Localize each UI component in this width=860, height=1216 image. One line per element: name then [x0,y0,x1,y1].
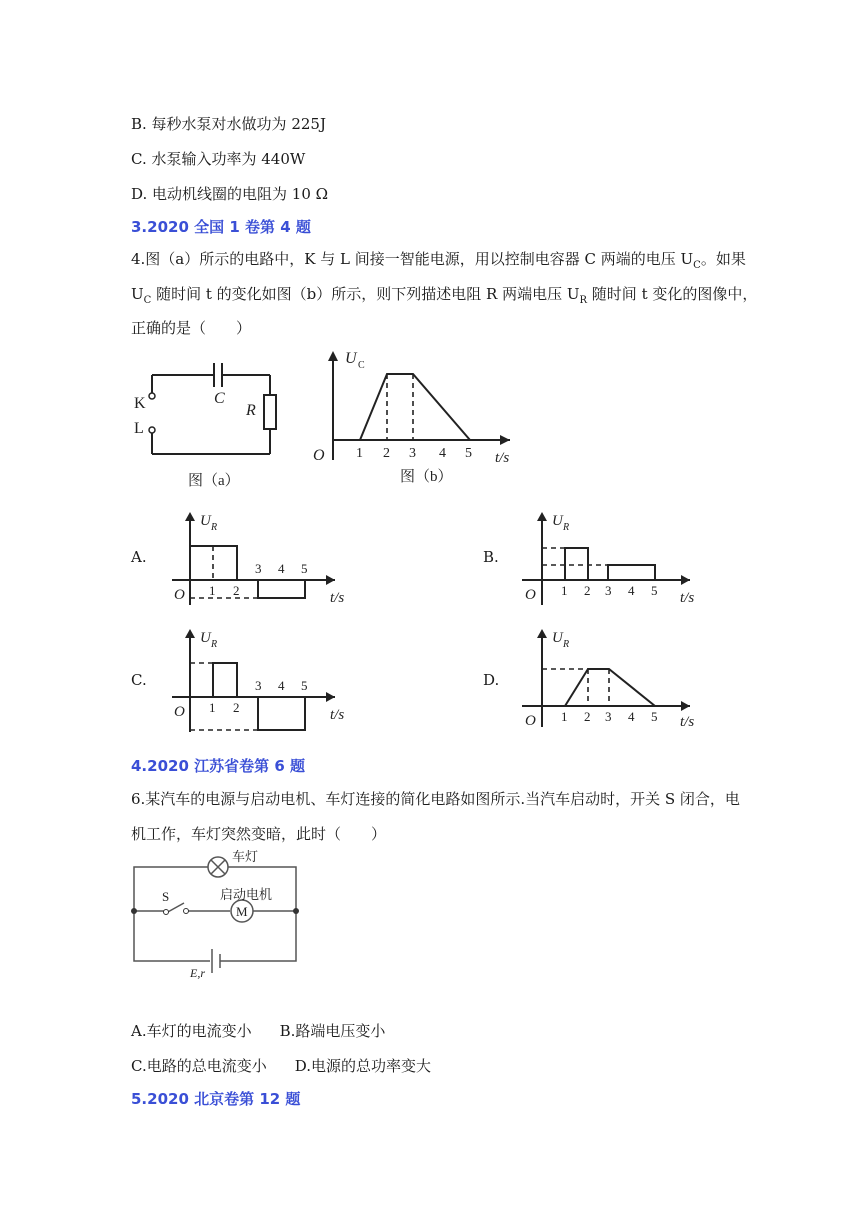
q6-line-2: 机工作，车灯突然变暗，此时（ ） [131,825,387,843]
q6-opt-b: B.路端电压变小 [279,1022,386,1040]
tick-1: 1 [356,446,363,461]
svg-text:3: 3 [255,678,262,693]
svg-text:t/s: t/s [330,590,345,606]
option-b-graph [510,505,710,615]
option-d-graph [510,622,710,732]
svg-text:t/s: t/s [680,590,695,606]
svg-text:R: R [563,639,570,650]
lamp-label: 车灯 [232,849,259,864]
svg-text:2: 2 [584,583,591,598]
figure-a-circuit [130,355,290,495]
option-c-graph [160,622,360,742]
figure-a-caption: 图（a） [188,473,240,489]
svg-text:R: R [563,522,570,533]
svg-text:2: 2 [584,709,591,724]
figure-b-graph [305,345,525,495]
section-header-5: 5.2020 北京卷第 12 题 [131,1090,301,1108]
svg-text:3: 3 [605,709,612,724]
q6-line-1: 6.某汽车的电源与启动电机、车灯连接的简化电路如图所示.当汽车启动时，开关 S 闭合，电 [131,790,740,808]
svg-text:O: O [174,587,185,603]
q6-options-row-1 [131,1020,385,1041]
svg-text:4: 4 [278,678,285,693]
q4-line-3: 正确的是（ ） [131,319,252,337]
svg-text:U: U [552,513,563,529]
section-header-4: 4.2020 江苏省卷第 6 题 [131,757,305,775]
q6-opt-d: D.电源的总功率变大 [294,1057,431,1075]
q6-opt-c: C.电路的总电流变小 [131,1057,267,1075]
svg-text:5: 5 [301,678,308,693]
option-c-label: C. [131,671,147,689]
option-b-prev: B. 每秒水泵对水做功为 225J [131,115,326,133]
svg-text:1: 1 [561,583,568,598]
tick-2: 2 [383,446,390,461]
section-header-3: 3.2020 全国 1 卷第 4 题 [131,218,311,236]
svg-text:O: O [525,713,536,729]
origin-label: O [313,447,325,464]
y-axis-label: U [345,350,357,367]
svg-text:U: U [200,513,211,529]
svg-text:2: 2 [233,583,240,598]
svg-text:1: 1 [561,709,568,724]
svg-text:4: 4 [628,583,635,598]
terminal-l-label: L [134,420,144,437]
option-c-prev: C. 水泵输入功率为 440W [131,150,306,168]
motor-symbol: M [236,904,248,919]
svg-text:5: 5 [651,583,658,598]
svg-text:2: 2 [233,700,240,715]
option-a-label: A. [131,548,147,566]
option-d-label: D. [483,671,500,689]
source-label: E,r [190,966,205,980]
svg-text:4: 4 [278,561,285,576]
figure-b-caption: 图（b） [400,469,453,485]
svg-text:1: 1 [209,700,216,715]
svg-text:5: 5 [301,561,308,576]
svg-text:t/s: t/s [330,707,345,723]
option-a-graph [160,505,360,615]
svg-text:1: 1 [209,583,216,598]
q4-line-2: $U_C$ 随时间 t 的变化如图（b）所示，则下列描述电阻 R 两端电压 $U_R$ 随时间 t 变化的图像中， [131,285,758,306]
q6-opt-a: A.车灯的电流变小 [131,1022,252,1040]
tick-4: 4 [439,446,446,461]
car-circuit-diagram [128,845,303,980]
svg-text:3: 3 [255,561,262,576]
svg-text:U: U [552,630,563,646]
svg-text:t/s: t/s [680,714,695,730]
capacitor-label: C [214,390,225,407]
tick-5: 5 [465,446,472,461]
svg-text:R: R [211,639,218,650]
q6-options-row-2 [131,1055,431,1076]
svg-text:3: 3 [605,583,612,598]
svg-text:4: 4 [628,709,635,724]
switch-label: S [162,889,170,904]
svg-text:5: 5 [651,709,658,724]
q4-line-1: 4.图（a）所示的电路中，K 与 L 间接一智能电源，用以控制电容器 C 两端的电压 $U_C$。如果 [131,250,746,271]
option-d-prev: D. 电动机线圈的电阻为 10 Ω [131,185,329,203]
y-axis-sub: C [358,360,365,371]
x-axis-label: t/s [495,450,510,466]
resistor-label: R [246,402,256,419]
motor-label: 启动电机 [220,887,273,902]
tick-3: 3 [409,446,416,461]
option-b-label: B. [483,548,499,566]
svg-text:O: O [174,704,185,720]
terminal-k-label: K [134,395,146,412]
svg-text:R: R [211,522,218,533]
svg-text:U: U [200,630,211,646]
svg-text:O: O [525,587,536,603]
